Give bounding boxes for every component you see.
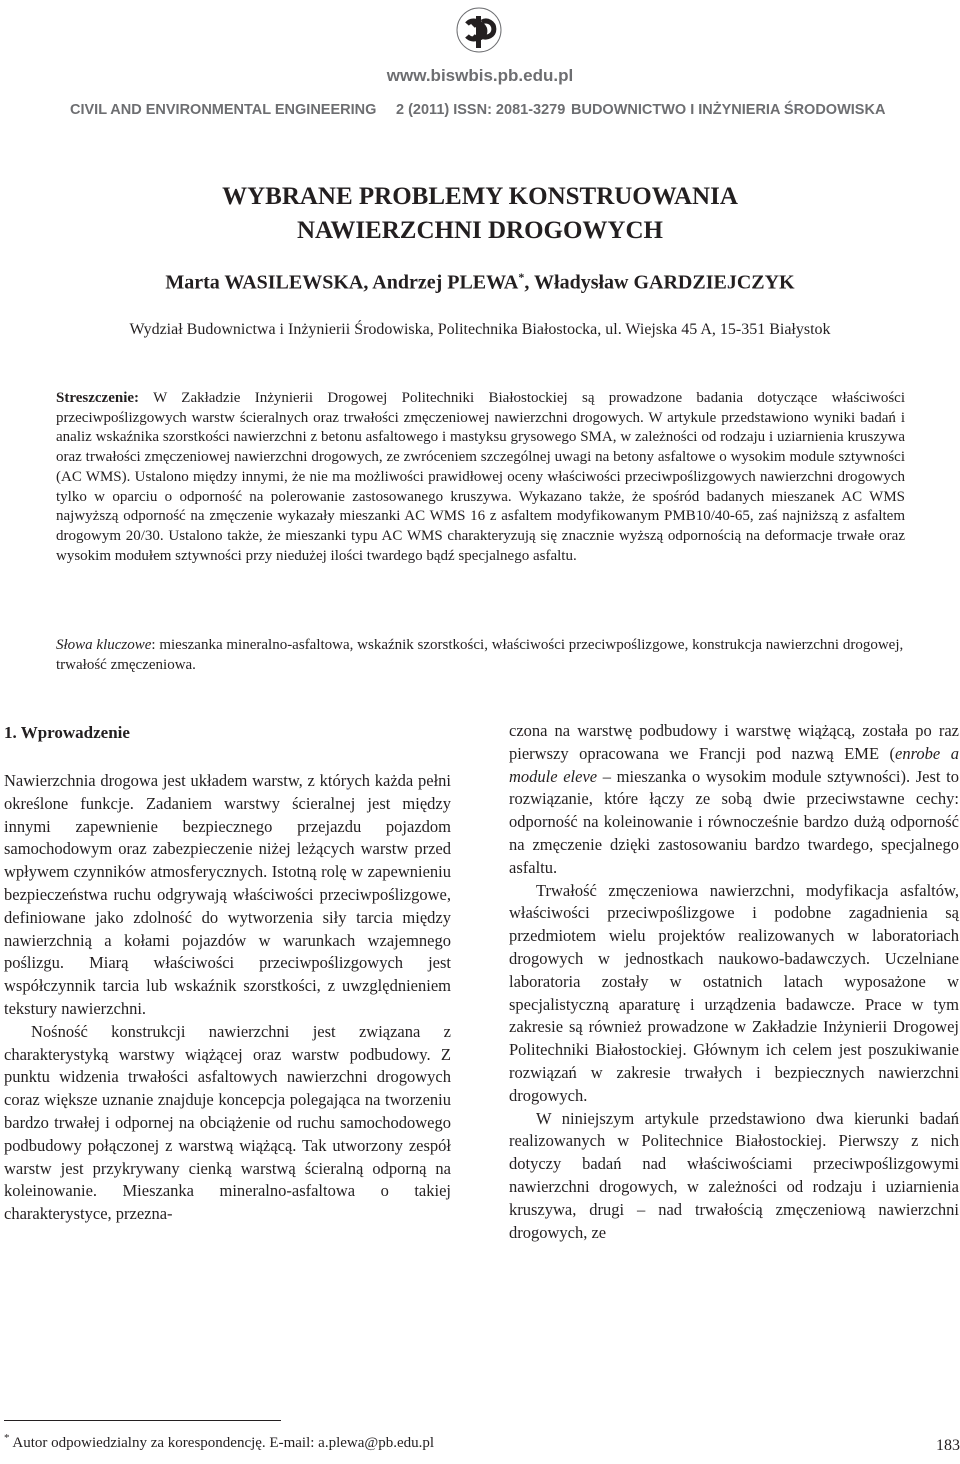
authors-part-a: Marta WASILEWSKA, Andrzej PLEWA <box>165 271 519 294</box>
page-number: 183 <box>936 1437 960 1454</box>
paragraph: Trwałość zmęczeniowa nawierzchni, modyfikacja asfaltów, właściwości przeciwpoślizgowe i podobne zagadnienia są przedmiotem wielu projektów realizowanych w laboratoriach drogowych w jednostkach naukowo-badawczych. Uczelniane laboratoria zostały w ostatnich latach wyposażone w specjalistyczną aparaturę i urządzenia badawcze. Prace w tym zakresie są również prowadzone w Zakładzie Inżynierii Drogowej Politechniki Białostockiej. Głównym ich celem jest poszukiwanie rozwiązań w zakresie trwałych i bezpiecznych nawierzchni drogowych. <box>509 880 959 1105</box>
keywords-text: : mieszanka mineralno-asfaltowa, wskaźnik szorstkości, właściwości przeciwpoślizgowe, konstrukcja nawierzchni drogowej, trwałość zmęczeniowa. <box>56 637 904 673</box>
title-line-1: WYBRANE PROBLEMY KONSTRUOWANIA <box>222 183 738 210</box>
university-logo <box>449 4 521 60</box>
abstract <box>56 389 905 566</box>
author-affiliation: Wydział Budownictwa i Inżynierii Środowiska, Politechnika Białostocka, ul. Wiejska 45 A, 15-351 Białystok <box>129 321 831 338</box>
paragraph: Nawierzchnia drogowa jest układem warstw, z których każda pełni określone funkcje. Zadaniem warstwy ścieralnej jest między innymi zapewnienie bezpiecznego przejazdu pojazdom samochodowym oraz zabezpieczenie niżej leżących warstw przed wpływem czynników atmosferycznych. Istotną rolę w zapewnieniu bezpieczeństwa ruchu odgrywają właściwości przeciwpoślizgowe, definiowane jako zdolność do wytworzenia siły tarcia między nawierzchnią a kołami pojazdów w warunkach wzajemnego poślizgu. Miarą właściwości przeciwpoślizgowych jest współczynnik tarcia lub wskaźnik szorstkości, z uwzględnieniem tekstury nawierzchni. <box>4 771 451 1018</box>
body-column-left <box>4 720 451 1226</box>
keywords <box>56 635 905 675</box>
paragraph-italic-term: enrobe a module eleve <box>509 743 959 786</box>
paragraph-text: – mieszanka o wysokim module sztywności). Jest to rozwiązanie, które łączy ze sobą dwie przeciwstawne cechy: odporność na koleinowanie i równocześnie bardzo dużą odporność na zmęczenie dzięki zastosowaniu bardzo twardego, specjalnego asfaltu. <box>509 766 959 877</box>
paragraph-text: czona na warstwę podbudowy i warstwę wiążącą, została po raz pierwszy opracowana we Francji pod nazwą EME ( <box>509 721 959 763</box>
journal-url[interactable]: www.biswbis.pb.edu.pl <box>386 66 574 85</box>
title-line-2: NAWIERZCHNI DROGOWYCH <box>296 217 663 244</box>
abstract-label: Streszczenie: <box>56 390 140 406</box>
footnote-mark: * <box>4 1432 10 1444</box>
footnote-text: Autor odpowiedzialny za korespondencję. E-mail: a.plewa@pb.edu.pl <box>9 1435 435 1451</box>
footnote <box>4 1428 434 1453</box>
journal-name-en: CIVIL AND ENVIRONMENTAL ENGINEERING <box>70 102 377 118</box>
body-column-right <box>509 720 959 1244</box>
keywords-label: Słowa kluczowe <box>56 637 152 653</box>
article-title <box>0 180 960 248</box>
journal-name-pl: BUDOWNICTWO I INŻYNIERIA ŚRODOWISKA <box>571 102 886 118</box>
journal-issue: 2 (2011) ISSN: 2081-3279 <box>396 102 566 118</box>
article-authors <box>0 270 960 295</box>
authors-part-b: , Władysław GARDZIEJCZYK <box>524 271 795 294</box>
corresponding-author-mark: * <box>518 270 525 284</box>
footnote-separator <box>4 1420 281 1421</box>
abstract-text: W Zakładzie Inżynierii Drogowej Politechniki Białostockiej są prowadzone badania dotyczące właściwości przeciwpoślizgowych warstw ścieralnych oraz trwałości zmęczeniowej nawierzchni drogowych. W artykule przedstawiono wyniki badań i analiz wskaźnika szorstkości nawierzchni z betonu asfaltowego i mastyksu grysowego SMA, w zależności od rodzaju i uziarnienia kruszywa oraz trwałości zmęczeniowej nawierzchni drogowych, ze zwróceniem szczególnej uwagi na betony asfaltowe o wysokim module sztywności (AC WMS). Ustalono między innymi, że nie ma możliwości prawidłowej oceny właściwości przeciwpoślizgowych nawierzchni drogowych tylko w oparciu o odporność na polerowanie zastosowanego kruszywa. Wykazano także, że spośród badanych mieszanek AC WMS najwyższą odporność na zmęczenie wykazały mieszanki AC WMS 16 z asfaltem modyfikowanym PMB10/40-65, zaś najniższą z asfaltem drogowym 20/30. Ustalono także, że mieszanki typu AC WMS charakteryzują się znacznie wyższą odpornością na deformacje trwałe oraz wysokim modułem sztywności przy niedużej ilości twardego bądź specjalnego asfaltu. <box>56 390 905 564</box>
paragraph: W niniejszym artykule przedstawiono dwa kierunki badań realizowanych w Politechnice Białostockiej. Pierwszy z nich dotyczy badań nad właściwościami przeciwpoślizgowymi nawierzchni drogowych, w zależności od rodzaju i uziarnienia kruszywa, drugi – nad trwałością zmęczeniową nawierzchni drogowych, ze <box>509 1108 959 1242</box>
section-heading: 1. Wprowadzenie <box>4 723 130 742</box>
paragraph <box>509 720 959 880</box>
paragraph: Nośność konstrukcji nawierzchni jest związana z charakterystyką warstwy wiążącej oraz warstw podbudowy. Z punktu widzenia trwałości asfaltowych nawierzchni drogowych coraz większe uznanie znajduje koncepcja polegająca na tworzeniu bardzo trwałej i odpornej na obciążenie od ruchu samochodowego podbudowy połączonej z warstwą wiążącą. Tak utworzony zespół warstw jest przykrywany cienką warstwą ścieralną odporną na koleinowanie. Mieszanka mineralno-asfaltowa o takiej charakterystyce, przezna- <box>4 1021 451 1224</box>
